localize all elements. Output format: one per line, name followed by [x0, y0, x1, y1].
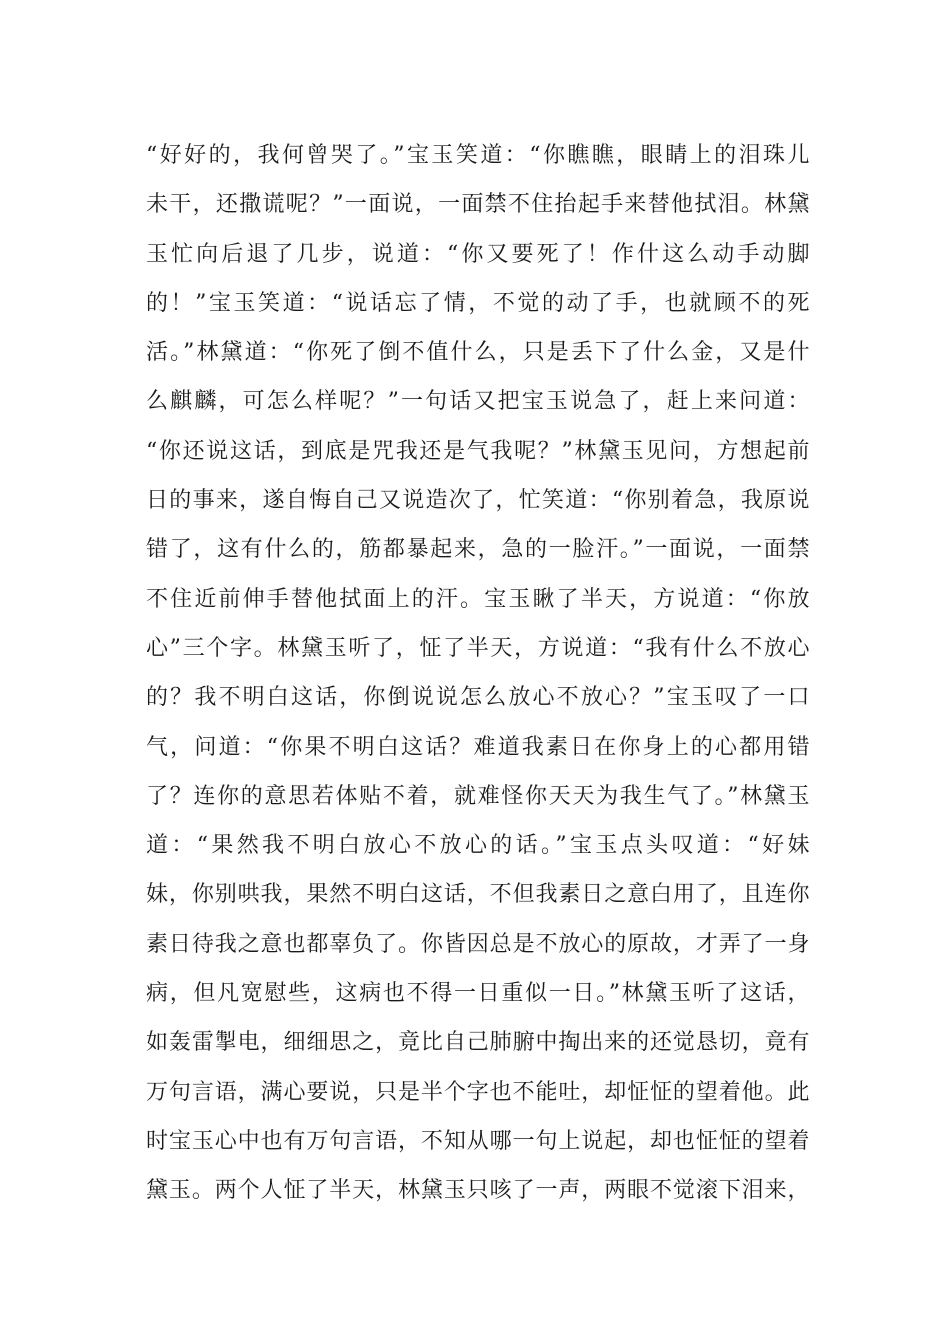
text-line: 日的事来，遂自悔自己又说造次了，忙笑道：“你别着急，我原说	[146, 488, 810, 514]
text-line: 时宝玉心中也有万句言语，不知从哪一句上说起，却也怔怔的望着	[146, 1128, 810, 1154]
text-line: 黛玉。两个人怔了半天，林黛玉只咳了一声，两眼不觉滚下泪来，	[146, 1178, 810, 1204]
text-line: “你还说这话，到底是咒我还是气我呢？”林黛玉见问，方想起前	[146, 438, 810, 464]
text-line: 活。”林黛道：“你死了倒不值什么，只是丢下了什么金，又是什	[146, 340, 810, 366]
text-line: 错了，这有什么的，筋都暴起来，急的一脸汗。”一面说，一面禁	[146, 537, 810, 563]
text-line: 不住近前伸手替他拭面上的汗。宝玉瞅了半天，方说道：“你放	[146, 586, 810, 612]
text-line: 了？连你的意思若体贴不着，就难怪你天天为我生气了。”林黛玉	[146, 783, 810, 809]
text-line: 妹，你别哄我，果然不明白这话，不但我素日之意白用了，且连你	[146, 882, 810, 908]
text-line: 么麒麟，可怎么样呢？”一句话又把宝玉说急了，赶上来问道：	[146, 389, 810, 415]
text-line: 气，问道：“你果不明白这话？难道我素日在你身上的心都用错	[146, 734, 810, 760]
text-line: 未干，还撒谎呢？”一面说，一面禁不住抬起手来替他拭泪。林黛	[146, 192, 810, 218]
text-line: 玉忙向后退了几步，说道：“你又要死了！作什这么动手动脚	[146, 241, 810, 267]
text-line: “好好的，我何曾哭了。”宝玉笑道：“你瞧瞧，眼睛上的泪珠儿	[146, 143, 810, 168]
text-line: 万句言语，满心要说，只是半个字也不能吐，却怔怔的望着他。此	[146, 1079, 810, 1105]
text-line: 病，但凡宽慰些，这病也不得一日重似一日。”林黛玉听了这话，	[146, 981, 810, 1007]
body-text	[146, 131, 810, 1216]
text-line: 如轰雷掣电，细细思之，竟比自己肺腑中掏出来的还觉恳切，竟有	[146, 1030, 810, 1056]
text-line: 的！”宝玉笑道：“说话忘了情，不觉的动了手，也就顾不的死	[146, 290, 810, 316]
text-line: 道：“果然我不明白放心不放心的话。”宝玉点头叹道：“好妹	[146, 833, 810, 859]
text-line: 心”三个字。林黛玉听了，怔了半天，方说道：“我有什么不放心	[146, 635, 810, 661]
text-line: 的？我不明白这话，你倒说说怎么放心不放心？”宝玉叹了一口	[146, 685, 810, 711]
text-line: 素日待我之意也都辜负了。你皆因总是不放心的原故，才弄了一身	[146, 931, 810, 957]
